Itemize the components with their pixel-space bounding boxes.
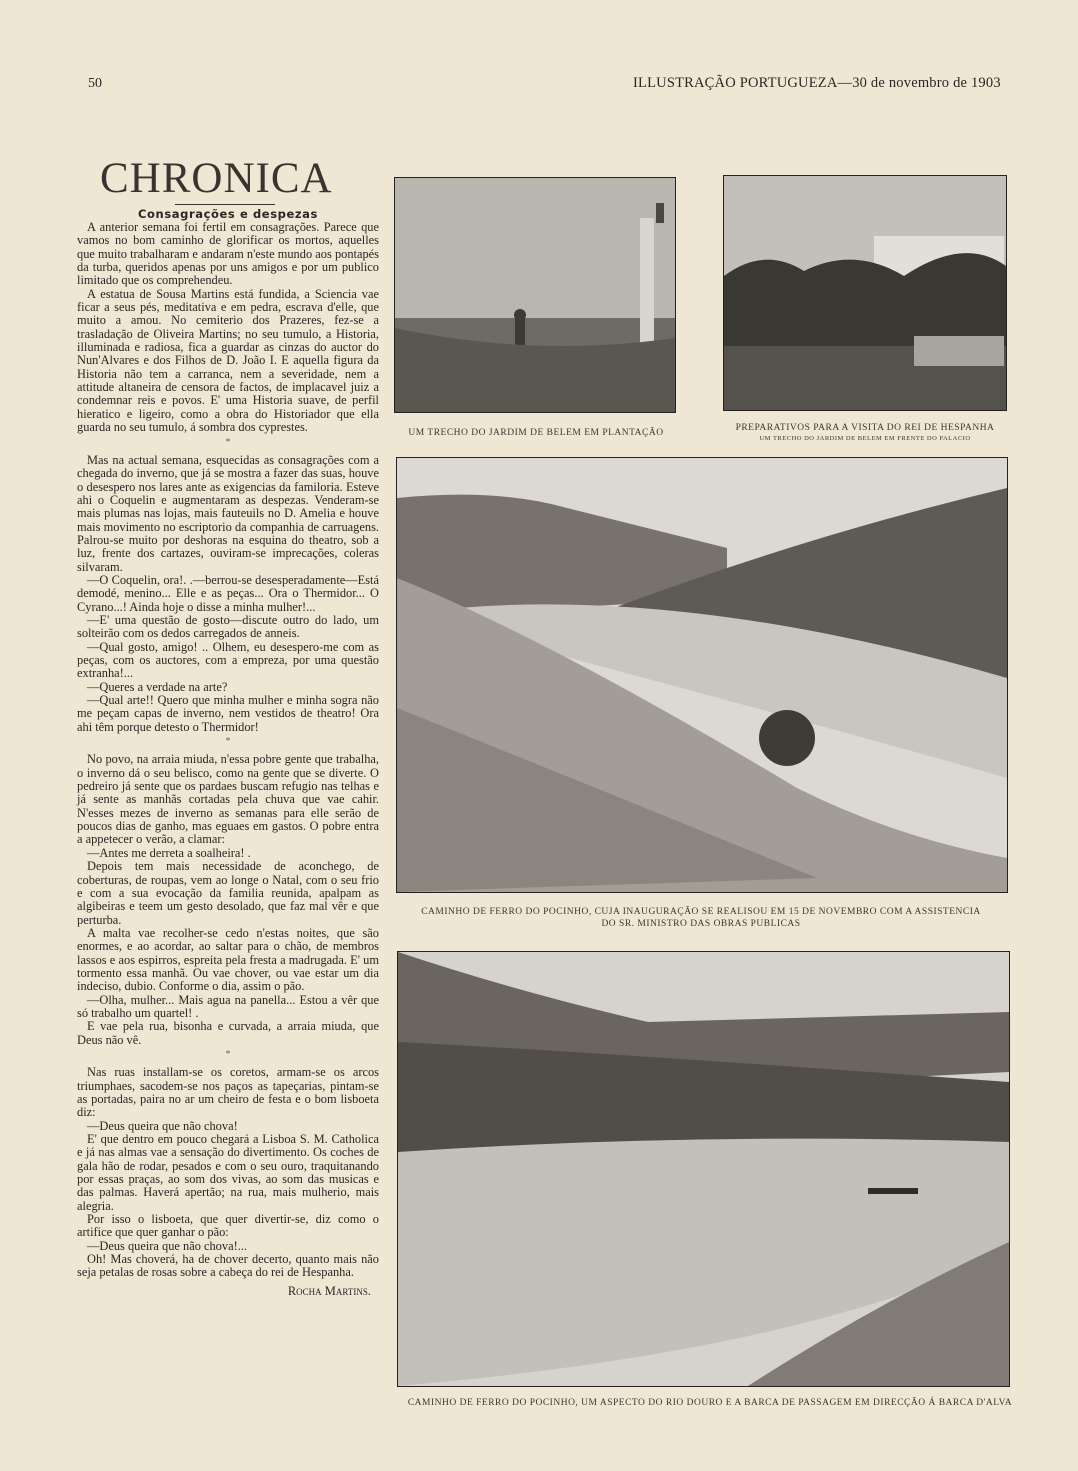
page-number: 50 bbox=[88, 76, 102, 91]
author-signature: Rocha Martins. bbox=[287, 1283, 371, 1298]
article-paragraph: Mas na actual semana, esquecidas as consagrações com a chegada do inverno, que já se mostra a fazer das suas, houve o desespero nos lares ante as exigencias da familoria. Esteve ahi o Coquelin e augmentaram as despezas. Venderam-se mais plumas nas lojas, mais fauteuils no D. Amelia e houve mais movimento no escriptorio da companhia de carruagens. Palrou-se muito por deshoras na esquina do theatro, sob a luz, frente dos cartazes, ouviram-se imprecações, coleras silvaram. bbox=[77, 452, 379, 574]
article-paragraph: Por isso o lisboeta, que quer divertir-se, diz como o artifice que quer ganhar o pão: bbox=[77, 1212, 379, 1240]
photo-caption-line1: CAMINHO DE FERRO DO POCINHO, CUJA INAUGURAÇÃO SE REALISOU EM 15 DE NOVEMBRO COM A ASSISTENCIA bbox=[421, 907, 981, 917]
photo-subcaption: UM TRECHO DO JARDIM DE BELEM EM FRENTE DO PALACIO bbox=[759, 435, 971, 442]
photo-caption: PREPARATIVOS PARA A VISITA DO REI DE HESPANHA bbox=[735, 423, 995, 433]
article-paragraph: —Qual arte!! Quero que minha mulher e minha sogra não me peçam capas de inverno, nem vestidos de theatro! Ora ahi têm porque detesto o Thermidor! bbox=[77, 693, 379, 734]
photo-jardim-belem-plantacao bbox=[394, 177, 676, 413]
article-paragraph: E' que dentro em pouco chegará a Lisboa S. M. Catholica e já nas almas vae a sensação do divertimento. Os coches de gala hão de rodar, pesados e com o seu ouro, traquitanando por essas praças, ao som dos vivas, ao som das musicas e das palmas. Haverá apertão; na rua, mais mulherio, mais alegria. bbox=[77, 1132, 379, 1213]
article-paragraph: —Deus queira que não chova!... bbox=[87, 1238, 247, 1253]
article-paragraph: —Olha, mulher... Mais agua na panella... Estou a vêr que só trabalho um quartel! . bbox=[77, 992, 379, 1020]
title-rule bbox=[175, 204, 275, 205]
photo-caption: UM TRECHO DO JARDIM DE BELEM EM PLANTAÇÃO bbox=[408, 428, 664, 438]
article-paragraph: —Deus queira que não chova! bbox=[87, 1118, 238, 1133]
running-title: ILLUSTRAÇÃO PORTUGUEZA—30 de novembro de 1903 bbox=[633, 75, 1001, 91]
article-body bbox=[77, 221, 379, 1298]
section-separator: * bbox=[225, 736, 231, 748]
photo-rio-douro-barca bbox=[397, 951, 1010, 1387]
article-paragraph: —O Coquelin, ora!. .—berrou-se desesperadamente—Está demodé, menino... Elle e as peças... Ora o Thermidor... O Cyrano...! Ainda hoje o disse a minha mulher!... bbox=[77, 572, 379, 614]
article-paragraph: —Queres a verdade na arte? bbox=[87, 679, 228, 694]
article-paragraph: A anterior semana foi fertil em consagrações. Parece que vamos no bom caminho de glorificar os mortos, aquelles que muito trabalharam e andaram n'este mundo aos pontapés da turba, queridos apenas por uns amigos e por um publico limitado que os comprehendeu. bbox=[77, 220, 379, 288]
article-title: CHRONICA bbox=[100, 155, 333, 202]
article-paragraph: —Antes me derreta a soalheira! . bbox=[87, 845, 251, 860]
article-paragraph: Oh! Mas choverá, ha de chover decerto, quanto mais não seja petalas de rosas sobre a cabeça do rei de Hespanha. bbox=[77, 1252, 379, 1280]
photo-pocinho-rio bbox=[396, 457, 1008, 893]
section-separator: * bbox=[225, 1048, 231, 1060]
article-paragraph: A malta vae recolher-se cedo n'estas noites, que são enormes, e ao acordar, ao saltar para o chão, de membros lassos e aos espirros, espreita pela fresta a madrugada. E' um tormento essa manhã. Ou vae chover, ou vae estar um dia indeciso, dubio. Conforme o dia, assim o pão. bbox=[77, 925, 379, 994]
photo-caption-line2: DO SR. MINISTRO DAS OBRAS PUBLICAS bbox=[601, 919, 801, 929]
article-subtitle: Consagrações e despezas bbox=[138, 207, 318, 221]
article-paragraph: —E' uma questão de gosto—discute outro do lado, um solteirão com os dedos carregados de anneis. bbox=[77, 612, 379, 641]
article-paragraph: A estatua de Sousa Martins está fundida, a Sciencia vae ficar a seus pés, meditativa e em pedra, escrava d'elle, que muito a amou. No cemiterio dos Prazeres, fez-se a trasladação de Oliveira Martins; no seu tumulo, a Historia, illuminada e radiosa, fica a guardar as cinzas do auctor do Nun'Alvares e dos Filhos de D. João I. E aquella figura da Historia não tem a carranca, nem a severidade, nem a attitude altaneira de censora de factos, de implacavel juiz a condemnar reis e povos. E' uma Historia suave, de perfil hieratico e ligeiro, como a obra do Historiador que ella guarda no seu tumulo, á sombra dos cyprestes. bbox=[77, 286, 379, 435]
photo-caption: CAMINHO DE FERRO DO POCINHO, UM ASPECTO DO RIO DOURO E A BARCA DE PASSAGEM EM DIRECÇÃO Á BARCA D'ALVA bbox=[407, 1398, 1013, 1408]
article-paragraph: No povo, na arraia miuda, n'essa pobre gente que trabalha, o inverno dá o seu belisco, como na gente que se diverte. O pedreiro já sente que os pardaes buscam refugio nas telhas e já sente as manhãs cortadas pela chuva que vae cahir. N'esses mezes de inverno as semanas para elle serão de poucos dias de ganho, mas eguaes em gastos. O pobre entra a appetecer o verão, a clamar: bbox=[77, 752, 379, 847]
article-paragraph: —Qual gosto, amigo! .. Olhem, eu desespero-me com as peças, com os auctores, com a empreza, por uma questão extranha!... bbox=[77, 639, 379, 681]
article-paragraph: Depois tem mais necessidade de aconchego, de coberturas, de roupas, vem ao longe o Natal, com o seu frio e com a sua evocação da familia reunida, apalpam as algibeiras e teem um gesto desolado, que faz mal vêr e que perturba. bbox=[77, 859, 379, 927]
photo-preparativos-visita bbox=[723, 175, 1007, 411]
article-paragraph: E vae pela rua, bisonha e curvada, a arraia miuda, que Deus não vê. bbox=[77, 1019, 379, 1047]
article-paragraph: Nas ruas installam-se os coretos, armam-se os arcos triumphaes, sacodem-se nos paços as tapeçarias, pintam-se as portadas, paira no ar um cheiro de festa e o bom lisboeta diz: bbox=[77, 1065, 379, 1120]
section-separator: * bbox=[225, 436, 231, 448]
